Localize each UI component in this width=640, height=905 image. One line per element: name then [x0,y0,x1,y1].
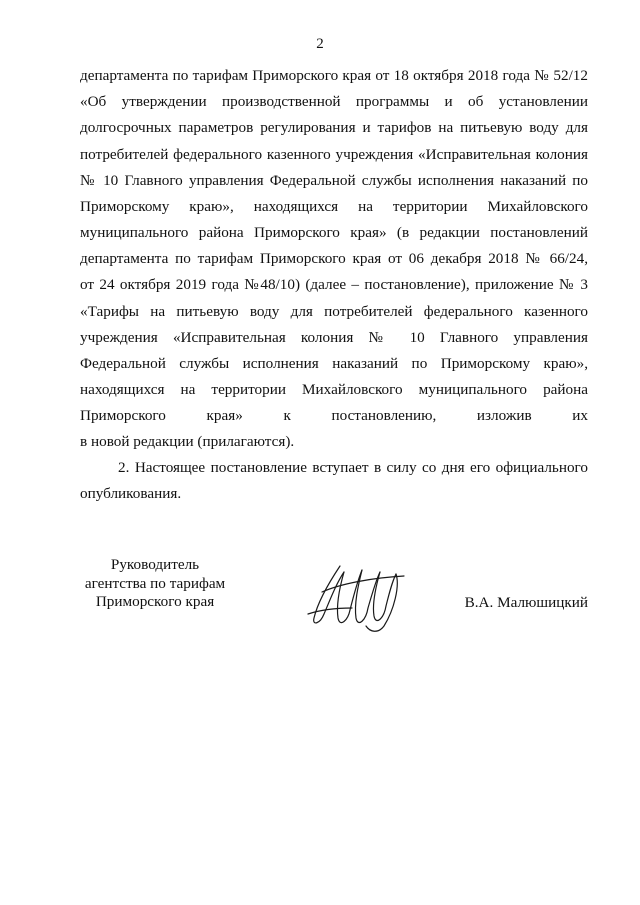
text-line: 2. Настоящее постановление вступает в силу со дня его официального [118,459,588,476]
text-line: опубликования. [80,485,182,502]
text-line: от 24 октября 2019 года №48/10) (далее – постановление), приложение № 3 [80,276,588,293]
text-line: потребителей федерального казенного учреждения «Исправительная колония [80,146,588,163]
text-line: долгосрочных параметров регулирования и тарифов на питьевую воду для [80,119,588,136]
signatory-name: В.А. Малюшицкий [464,594,588,611]
text-line: «Об утверждении производственной программы и об установлении [80,93,588,110]
text-line: в новой редакции (прилагаются). [80,433,295,450]
signatory-title-line: Приморского края [95,593,215,610]
text-line: «Тарифы на питьевую воду для потребителей федерального казенного [80,303,588,320]
text-line: Федеральной службы исполнения наказаний по Приморскому краю», [80,355,588,372]
text-line: муниципального района Приморского края» (в редакции постановлений [80,224,588,241]
signatory-title [80,556,230,612]
signatory-title-line: агентства по тарифам [84,574,226,592]
text-line: находящихся на территории Михайловского муниципального района [80,381,588,398]
text-line: № 10 Главного управления Федеральной службы исполнения наказаний по [80,172,588,189]
handwritten-signature [300,556,415,636]
text-line: Приморскому краю», находящихся на территории Михайловского [80,198,588,215]
text-line: Приморского края» к постановлению, изложив их [80,407,588,424]
page-number: 2 [316,36,324,52]
text-line: департамента по тарифам Приморского края от 06 декабря 2018 № 66/24, [80,250,588,267]
text-line: учреждения «Исправительная колония № 10 Главного управления [80,329,588,346]
signatory-title-line: Руководитель [110,556,200,573]
text-line: департамента по тарифам Приморского края от 18 октября 2018 года № 52/12 [80,67,588,84]
